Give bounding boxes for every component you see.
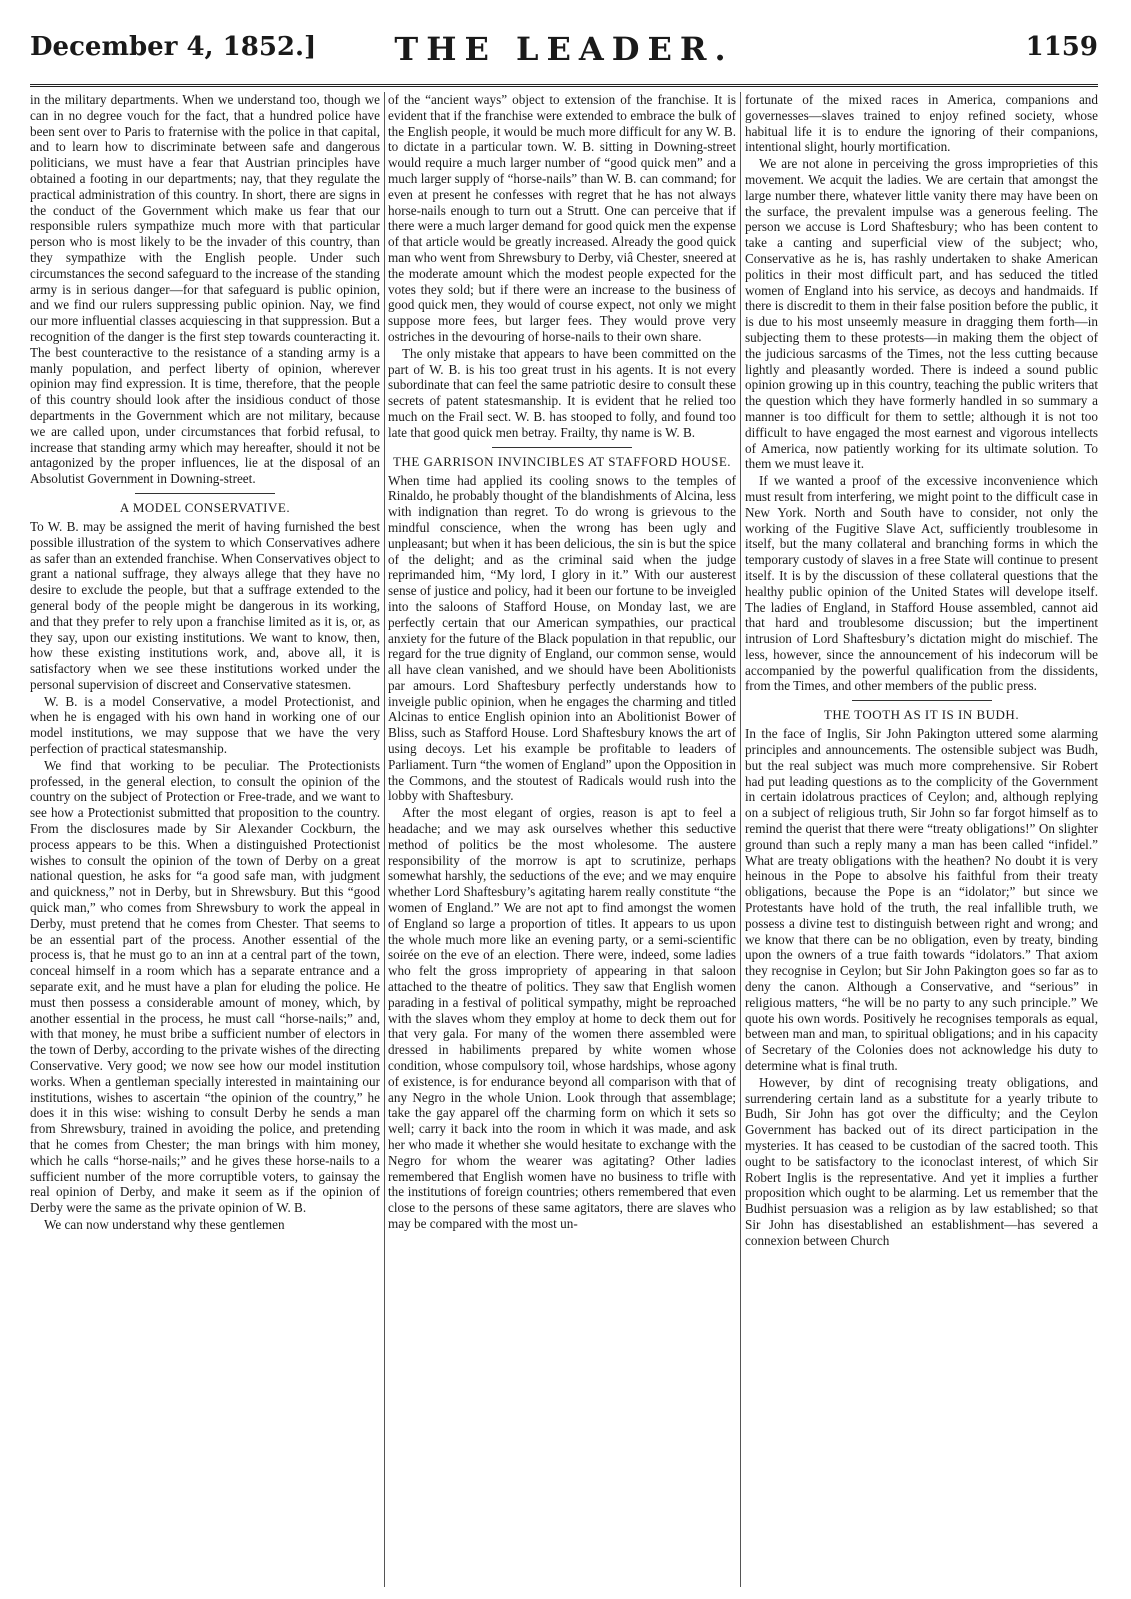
section-heading: THE TOOTH AS IT IS IN BUDH. [823,707,1020,723]
section-divider [852,700,992,701]
section-heading: A MODEL CONSERVATIVE. [119,499,291,515]
article-paragraph: If we wanted a proof of the excessive inconvenience which must result from interfering, we might point to the difficult case in New York. North and South have to consider, not only the working of the Fugitive Slave Act, sufficiently troublesome in itself, but the many collateral and branching forms in which the temporary custody of slaves in a free State will continue to present itself. It is by the discussion of these collateral questions that the healthy public opinion of the United States will develope itself. The ladies of England, in Stafford House assembled, cannot aid that hard and troublesome discussion; but the impertinent intrusion of Lord Shaftesbury’s dictation might do mischief. The less, however, since the announcement of his indecorum will be accompanied by the powerful qualification from the dissidents, from the Times, and other members of the public press. [745,473,1098,694]
masthead [30,22,1098,82]
article-paragraph: fortunate of the mixed races in America, companions and governesses—slaves trained to enjoy refined society, whose habitual life it is to endure the ignoring of their companions, intentional slight, hourly mortification. [745,92,1098,155]
article-paragraph: We can now understand why these gentlemen [44,1216,285,1232]
article-paragraph: of the “ancient ways” object to extension of the franchise. It is evident that if the franchise were extended to embrace the bulk of the English people, it would be much more difficult for any W. B. to dictate in a particular town. W. B. sitting in Downing-street would require a much larger number of “good quick men” and a much larger supply of “horse-nails” than W. B. can command; for even at present he confesses with regret that he has not always horse-nails enough to turn out a Strutt. One can perceive that if there were a much larger demand for good quick men the expense of that article would be greatly increased. Already the good quick man who went from Shrewsbury to Derby, viâ Chester, sneered at the moderate amount which the modest people expected for the votes they sold; but if there were an increase to the business of good quick men, they would of course expect, not only we might suppose more fees, but larger fees. They would prove very ostriches in the devouring of horse-nails to their own share. [388,92,736,344]
article-paragraph: However, by dint of recognising treaty obligations, and surrendering certain land as a substitute for a yearly tribute to Budh, Sir John has got over the difficulty; and the Ceylon Government has backed out of its direct participation in the mysteries. It has ceased to be custodian of the sacred tooth. This ought to be satisfactory to the iconoclast interest, of which Sir Robert Inglis is the representative. And yet it implies a further proposition which ought to be alarming. Let us remember that the Budhist persuasion was a religion as by law established; so that Sir John has disestablished an establishment—has severed a connexion between Church [745,1074,1098,1248]
column-divider [740,92,741,1587]
article-paragraph: We find that working to be peculiar. The Protectionists professed, in the general election, to consult the opinion of the country on the subject of Protection or Free-trade, and we want to see how a Protectionist submitted that proposition to the country. From the disclosures made by Sir Alexander Cockburn, the process appears to be this. When a distinguished Protectionist wishes to consult the opinion of the town of Derby on a great national question, he asks for “a good safe man, with judgment and quickness,” not in Derby, but in Shrewsbury. But this “good quick man,” who comes from Shrewsbury to work the appeal in Derby, must pretend that he comes from Chester. That seems to be an essential part of the process. Another essential of the process is, that he must go to an inn at a central part of the town, conceal himself in a room which has a separate entrance and a separate exit, and he must have a plan for eluding the police. He must then possess a considerable amount of money, which, by another essential in the process, he must call “horse-nails;” and, with that money, he must bribe a sufficient number of electors in the town of Derby, according to the private wishes of the directing Conservative. Very good; we now see how our model institution works. When a gentleman specially interested in maintaining our institutions, wishes to ascertain “the opinion of the country,” he does it in this wise: wishing to consult Derby he sends a man from Shrewsbury, trained in avoiding the police, and pretending that he comes from Chester; the man brings with him money, which he calls “horse-nails;” and he gives these horse-nails to a sufficient number of the more corruptible voters, to gainsay the real opinion of Derby, and make it seem as if the opinion of Derby were the same as the private opinion of W. B. [30,757,380,1216]
header-rule [30,84,1098,87]
article-paragraph: To W. B. may be assigned the merit of having furnished the best possible illustration of the system to which Conservatives adhere as safer than an extended franchise. When Conservatives object to grant a national suffrage, they always allege that they have no desire to exclude the people, but that a suffrage extended to the general body of the people might be dangerous in its working, and that they prefer to rely upon a franchise limited as it is, or, as they say, upon our existing institutions. We want to know, then, how these existing institutions work, and, above all, it is satisfactory when we see these institutions worked under the personal supervision of discreet and Conservative statesmen. [30,518,380,692]
section-heading: THE GARRISON INVINCIBLES AT STAFFORD HOUSE. [392,453,732,469]
section-divider [135,493,275,494]
article-paragraph: After the most elegant of orgies, reason is apt to feel a headache; and we may ask ourselves whether this seductive method of politics be the most wholesome. The austere responsibility of the morrow is apt to scrutinize, perhaps somewhat harshly, the seductions of the eve; and we may enquire whether Lord Shaftesbury’s agitating harem really constitute “the women of England.” We are not apt to find amongst the women of England so large a proportion of titles. It appears to us upon the whole much more like an evening party, or a semi-scientific soirée on the eve of an election. There were, indeed, some ladies who felt the gross impropriety of appearing in that saloon attached to the theatre of politics. They saw that English women parading in a festival of political sympathy, might be reproached with the slaves whom they employ at home to deck them out for that very gala. For many of the women there assembled were dressed in habiliments prepared by white women whose condition, whose compulsory toil, whose hardships, whose agony of existence, is for endurance beyond all comparison with that of any Negro in the whole Union. Look through that assemblage; take the gay apparel off the charming form on which it sets so well; carry it back into the room in which it was made, and ask her who made it whether she would hesitate to exchange with the Negro for whom the wearer was agitating? Other ladies remembered that English women have no business to trifle with the institutions of foreign countries; others remembered that even close to the persons of these same agitators, there are slaves who may be compared with the most un- [388,805,736,1231]
article-paragraph: W. B. is a model Conservative, a model Protectionist, and when he is engaged with his own hand in working one of our model institutions, we may suppose that we have the very perfection of practical statesmanship. [30,693,380,757]
article-paragraph: The only mistake that appears to have been committed on the part of W. B. is his too great trust in his agents. It is not every subordinate that can feel the same patriotic desire to consult these secrets of patent statesmanship. It is evident that he relied too much on the Frail sect. W. B. has stooped to folly, and found too late that good quick men betray. Frailty, thy name is W. B. [388,345,736,440]
issue-date: December 4, 1852.] [30,32,317,62]
page-number: 1159 [1025,32,1098,62]
article-paragraph: in the military departments. When we understand too, though we can in no degree vouch for the fact, that a hundred police have been sent over to Paris to fraternise with the police in that capital, and to learn how to discriminate between safe and dangerous politicians, we must have a fear that Austrian principles have obtained a footing in our departments; nay, that they regulate the practical administration of this country. In short, there are signs in the conduct of the Government which make us fear that our responsible rulers sympathize much more with that particular person who is most likely to be the invader of this country, than they sympathize with the English people. Under such circumstances the second safeguard to the increase of the standing army is in serious danger—for that safeguard is public opinion, and we find our rulers suppressing public opinion. Nay, we find our more influential classes acquiescing in that suppression. But a recognition of the danger is the first step towards counteracting it. The best counteractive to the resistance of a standing army is a manly population, and perfect liberty of opinion, wherever opinion may find expression. It is time, therefore, that the people of this country should look after the insidious conduct of those departments in the Government which are not military, because we are called upon, under circumstances that forbid refusal, to increase that standing army which may hereafter, should it not be antagonized by the proper influences, lie at the disposal of an Absolutist Government in Downing-street. [30,92,380,487]
article-paragraph: In the face of Inglis, Sir John Pakington uttered some alarming principles and announcements. The ostensible subject was Budh, but the real subject was much more comprehensive. Sir Robert had put leading questions as to the complicity of the Government in certain idolatrous practices of Ceylon; and, although replying on a subject of religious truth, Sir John so far forgot himself as to remind the querist that there were “treaty obligations!” On slighter ground than such a reply many a man has been called “infidel.” What are treaty obligations with the heathen? No doubt it is very heinous in the Pope to absolve his faithful from their treaty obligations, because the Pope is an “idolator;” but since we Protestants have hold of the truth, the real infallible truth, we possess a divine test to distinguish between right and wrong; and we know that there can be no obligation, even by treaty, binding upon the owners of a true faith towards “idolators.” That axiom they recognise in Ceylon; but Sir John Pakington goes so far as to deny the canon. Although a Conservative, and “serious” in religious matters, “he will be no party to any such principle.” We quote his own words. Positively he recognises temporals as equal, between man and man, to spiritual obligations; and in his capacity of Secretary of the Colonies does not acknowledge his duty to determine what is final truth. [745,726,1098,1074]
article-paragraph: When time had applied its cooling snows to the temples of Rinaldo, he probably thought of the blandishments of Alcina, less with indignation than regret. To do wrong is grievous to the mindful conscience, when the wrong has been ugly and unpleasant; but when it has been delicious, the sin is but the spice of the delight; and as the criminal said when the judge reprimanded him, “My lord, I glory in it.” With our austerest sense of justice and policy, had it been our fortune to be inveigled into the saloons of Stafford House, on Monday last, we are perfectly certain that our American sympathies, our practical anxiety for the future of the Black population in that republic, our regard for the true dignity of England, our common sense, would all have clean vanished, and we should have been Abolitionists par amours. Lord Shaftesbury perfectly understands how to inveigle public opinion, when he engages the charming and titled Alcinas to entice English opinion into an Abolitionist Bower of Bliss, such as Stafford House. Lord Shaftesbury knows the art of using decoys. Let his example be profitable to leaders of Parliament. Turn “the women of England” upon the Opposition in the Commons, and the stoutest of Radicals would rush into the lobby with Shaftesbury. [388,472,736,804]
column-2 [388,92,736,1587]
section-divider [492,447,632,448]
column-3 [745,92,1098,1587]
article-paragraph: We are not alone in perceiving the gross improprieties of this movement. We acquit the ladies. We are certain that amongst the large number there, whatever little vanity there may have been on the surface, the prevalent impulse was a generous feeling. The person we accuse is Lord Shaftesbury; who has been content to take a canting and superficial view of the subject; who, Conservative as he is, has rashly undertaken to shake American politics in their most difficult part, and has seduced the titled women of England into his service, as decoys and handmaids. If there is discredit to them in their false position before the public, it is due to his most unseemly measure in dragging them forth—in subjecting them to these protests—in making them the object of the judicious sarcasms of the Times, not the less cutting because lightly and pleasantly worded. There is indeed a sound public opinion growing up in this country, teaching the public writers that the question which they have formerly handled in so summary a manner is too difficult for them to settle; although it is not too difficult to have engaged the most earnest and vigorous intellects of America, now patiently working for its ultimate solution. To them we must leave it. [745,156,1098,472]
column-1 [30,92,380,1587]
column-divider [384,92,385,1587]
newspaper-title: THE LEADER. [394,30,734,68]
